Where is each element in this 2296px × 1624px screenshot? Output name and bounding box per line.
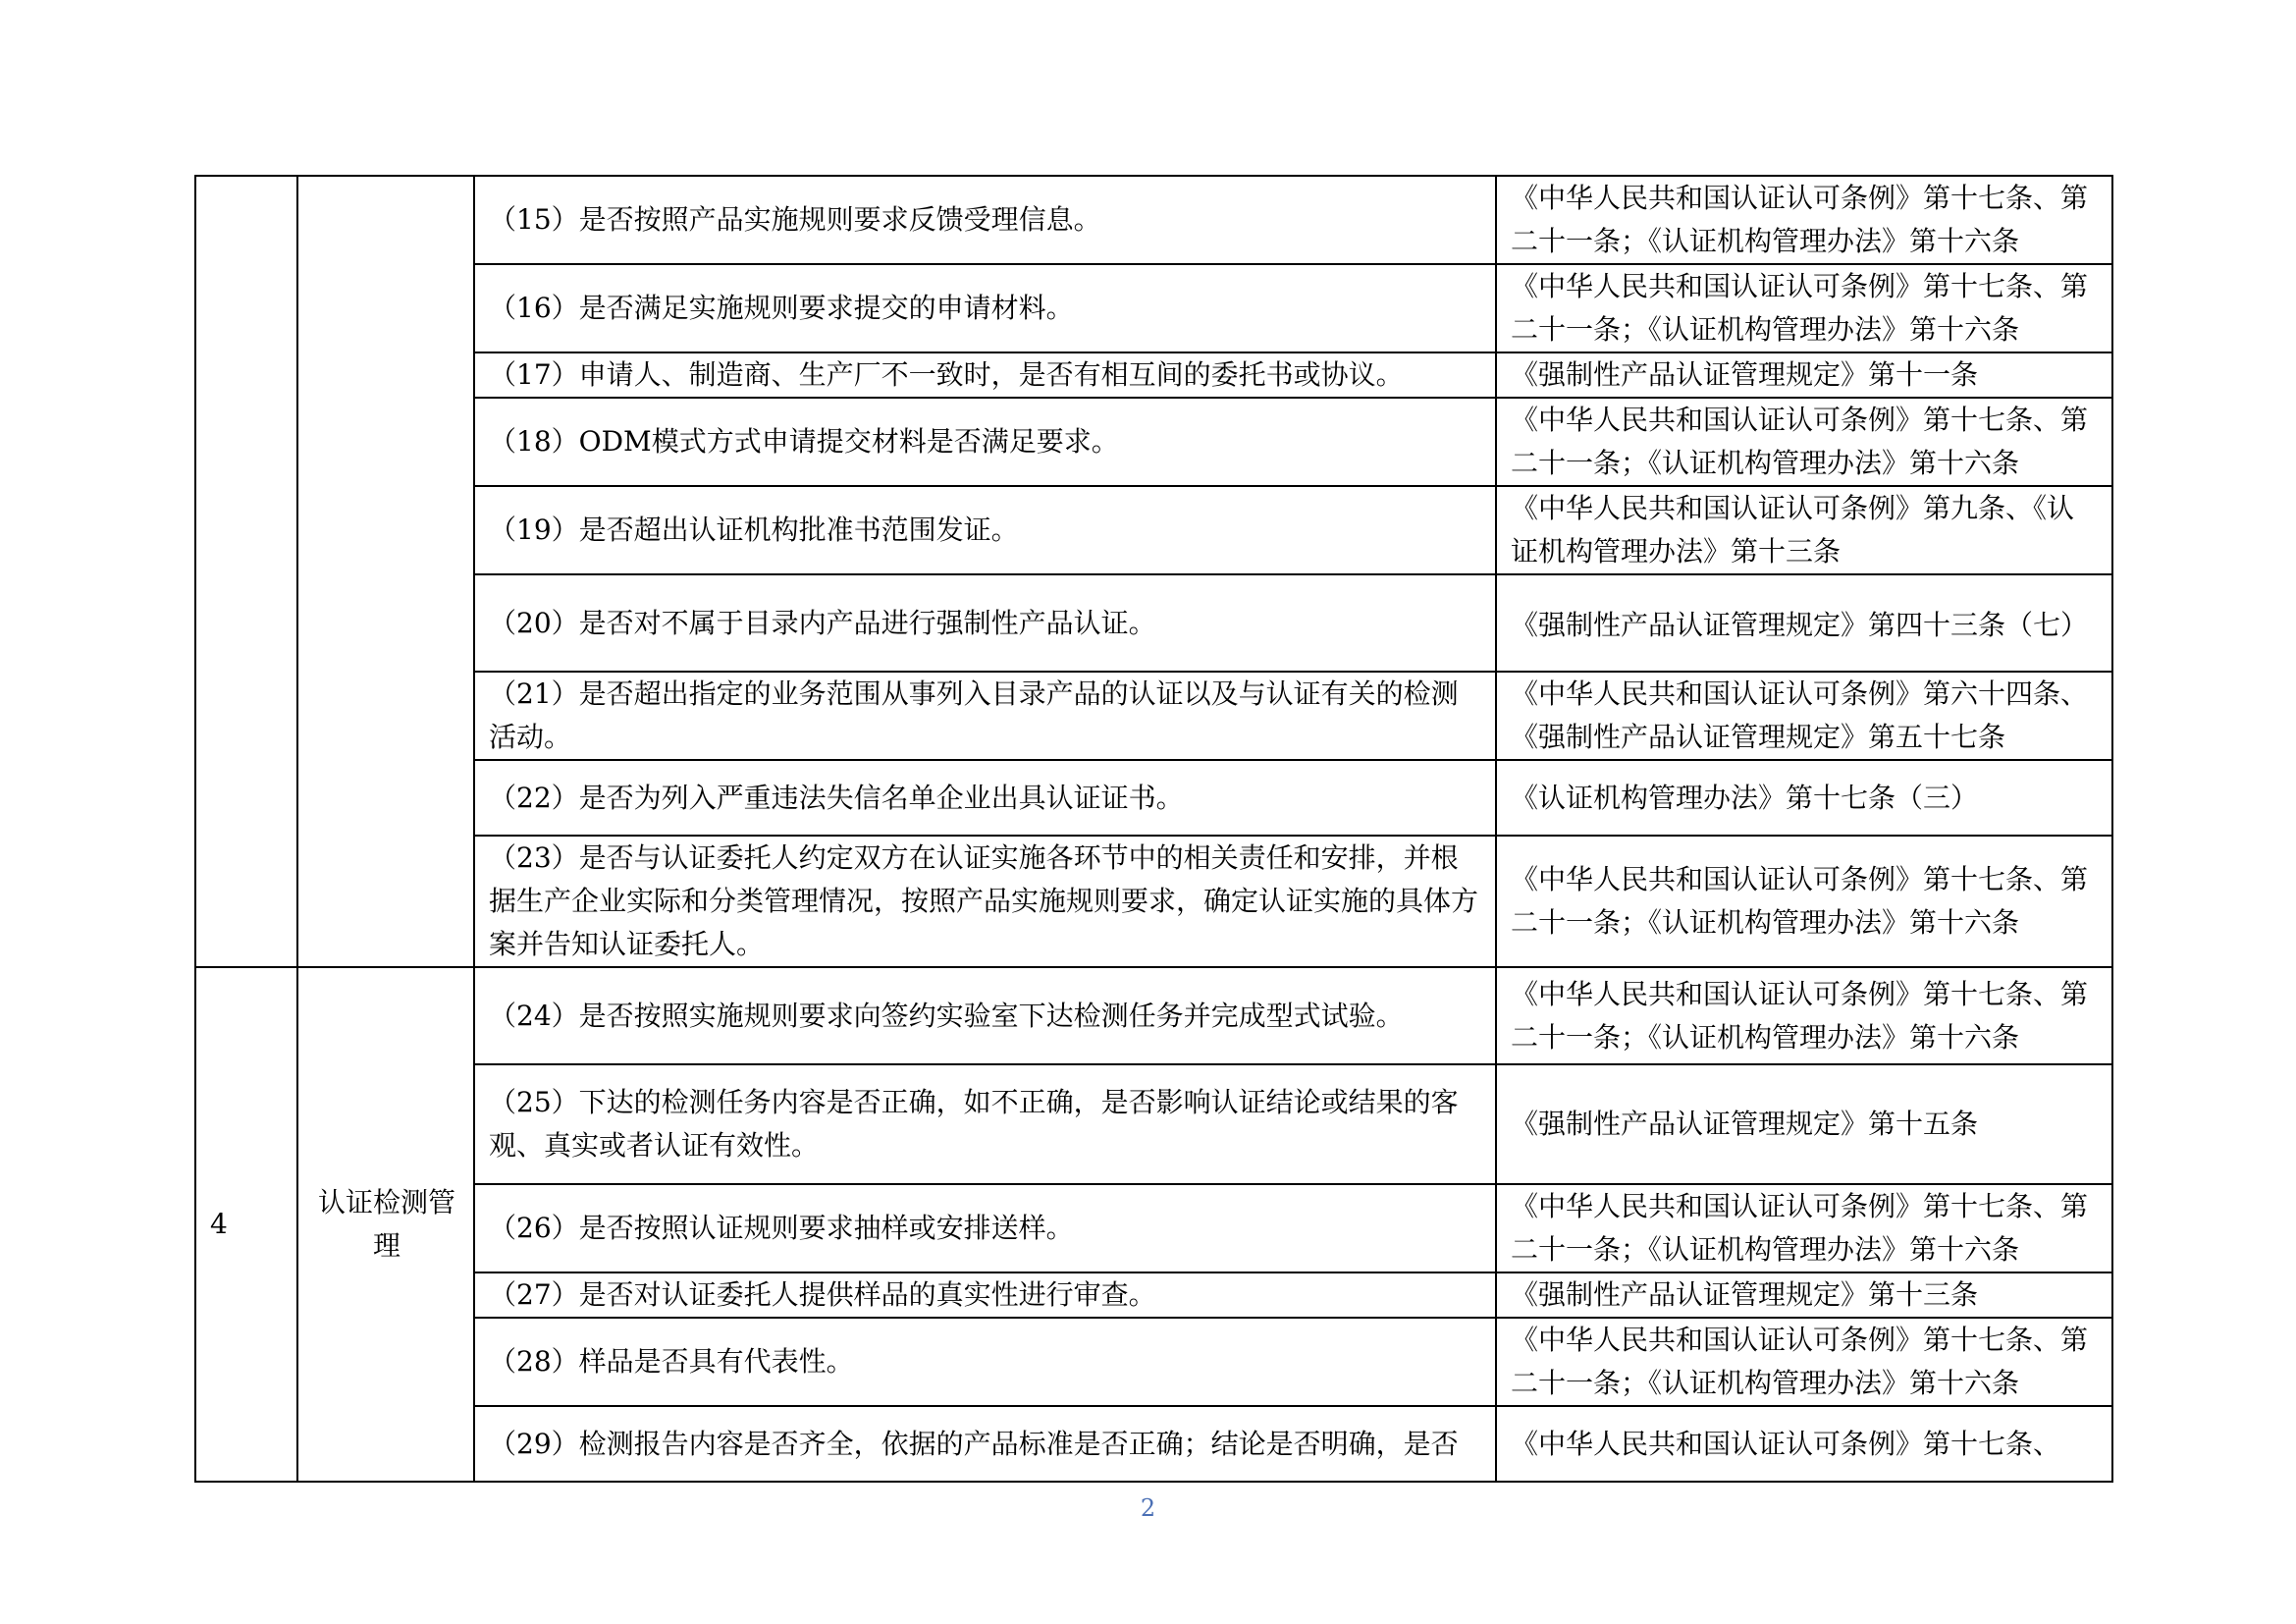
legal-basis: 《中华人民共和国认证认可条例》第十七条、第二十一条；《认证机构管理办法》第十六条 xyxy=(1496,836,2112,967)
table-row xyxy=(195,574,2112,672)
legal-basis: 《中华人民共和国认证认可条例》第十七条、 xyxy=(1496,1406,2112,1482)
legal-basis: 《中华人民共和国认证认可条例》第十七条、第二十一条；《认证机构管理办法》第十六条 xyxy=(1496,1318,2112,1406)
legal-basis: 《中华人民共和国认证认可条例》第六十四条、《强制性产品认证管理规定》第五十七条 xyxy=(1496,672,2112,760)
check-item: （23）是否与认证委托人约定双方在认证实施各环节中的相关责任和安排，并根据生产企业实际和分类管理情况，按照产品实施规则要求，确定认证实施的具体方案并告知认证委托人。 xyxy=(474,836,1496,967)
table-row xyxy=(195,1184,2112,1272)
check-item: （25）下达的检测任务内容是否正确，如不正确，是否影响认证结论或结果的客观、真实或者认证有效性。 xyxy=(474,1064,1496,1184)
check-item: （18）ODM模式方式申请提交材料是否满足要求。 xyxy=(474,398,1496,486)
table-row xyxy=(195,967,2112,1064)
check-item: （15）是否按照产品实施规则要求反馈受理信息。 xyxy=(474,176,1496,264)
table-row xyxy=(195,398,2112,486)
check-item: （16）是否满足实施规则要求提交的申请材料。 xyxy=(474,264,1496,352)
table-row xyxy=(195,264,2112,352)
check-item: （28）样品是否具有代表性。 xyxy=(474,1318,1496,1406)
table-row xyxy=(195,1064,2112,1184)
legal-basis: 《中华人民共和国认证认可条例》第十七条、第二十一条；《认证机构管理办法》第十六条 xyxy=(1496,1184,2112,1272)
legal-basis: 《强制性产品认证管理规定》第四十三条（七） xyxy=(1496,574,2112,672)
section-number: 4 xyxy=(195,967,297,1482)
table-row xyxy=(195,1318,2112,1406)
legal-basis: 《中华人民共和国认证认可条例》第十七条、第二十一条；《认证机构管理办法》第十六条 xyxy=(1496,967,2112,1064)
check-item: （26）是否按照认证规则要求抽样或安排送样。 xyxy=(474,1184,1496,1272)
inspection-table xyxy=(194,175,2113,1483)
table-row xyxy=(195,1272,2112,1318)
check-item: （24）是否按照实施规则要求向签约实验室下达检测任务并完成型式试验。 xyxy=(474,967,1496,1064)
legal-basis: 《强制性产品认证管理规定》第十三条 xyxy=(1496,1272,2112,1318)
table-row xyxy=(195,176,2112,264)
section-category: 认证检测管理 xyxy=(297,967,474,1482)
table-row xyxy=(195,760,2112,836)
check-item: （21）是否超出指定的业务范围从事列入目录产品的认证以及与认证有关的检测活动。 xyxy=(474,672,1496,760)
legal-basis: 《强制性产品认证管理规定》第十五条 xyxy=(1496,1064,2112,1184)
table-row xyxy=(195,486,2112,574)
check-item: （20）是否对不属于目录内产品进行强制性产品认证。 xyxy=(474,574,1496,672)
table-row xyxy=(195,352,2112,398)
check-item: （27）是否对认证委托人提供样品的真实性进行审查。 xyxy=(474,1272,1496,1318)
legal-basis: 《中华人民共和国认证认可条例》第十七条、第二十一条；《认证机构管理办法》第十六条 xyxy=(1496,264,2112,352)
check-item: （17）申请人、制造商、生产厂不一致时，是否有相互间的委托书或协议。 xyxy=(474,352,1496,398)
section-category-cell xyxy=(297,176,474,967)
table-row xyxy=(195,1406,2112,1482)
legal-basis: 《中华人民共和国认证认可条例》第十七条、第二十一条；《认证机构管理办法》第十六条 xyxy=(1496,398,2112,486)
table-row xyxy=(195,672,2112,760)
legal-basis: 《中华人民共和国认证认可条例》第十七条、第二十一条；《认证机构管理办法》第十六条 xyxy=(1496,176,2112,264)
page-number: 2 xyxy=(1140,1494,1156,1522)
check-item: （19）是否超出认证机构批准书范围发证。 xyxy=(474,486,1496,574)
legal-basis: 《强制性产品认证管理规定》第十一条 xyxy=(1496,352,2112,398)
legal-basis: 《认证机构管理办法》第十七条（三） xyxy=(1496,760,2112,836)
legal-basis: 《中华人民共和国认证认可条例》第九条、《认证机构管理办法》第十三条 xyxy=(1496,486,2112,574)
check-item: （22）是否为列入严重违法失信名单企业出具认证证书。 xyxy=(474,760,1496,836)
check-item: （29）检测报告内容是否齐全，依据的产品标准是否正确；结论是否明确，是否 xyxy=(474,1406,1496,1482)
section-number-cell xyxy=(195,176,297,967)
table-row xyxy=(195,836,2112,967)
